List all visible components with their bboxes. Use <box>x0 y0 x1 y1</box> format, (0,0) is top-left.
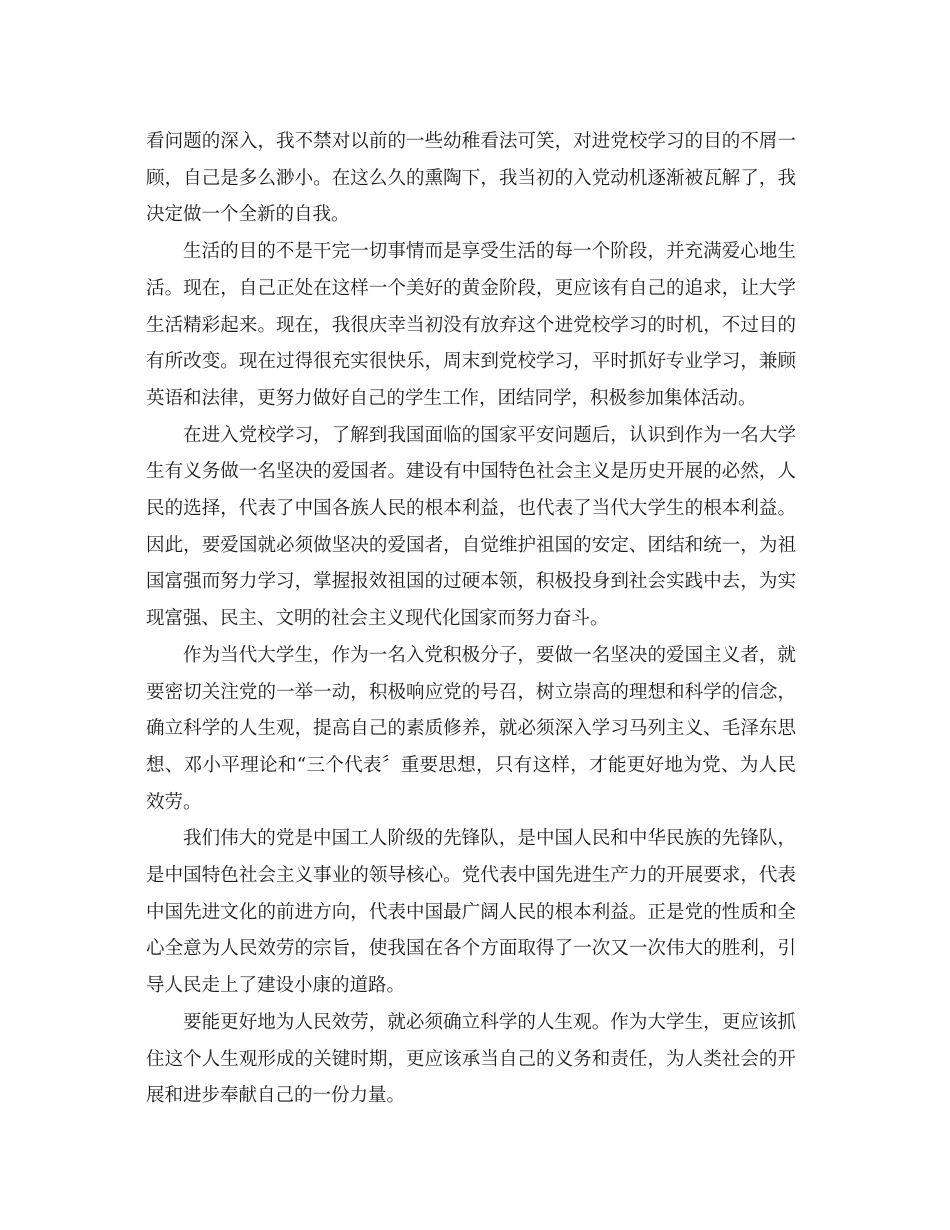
paragraph-2: 生活的目的不是干完一切事情而是享受生活的每一个阶段，并充满爱心地生活。现在，自己正处在这样一个美好的黄金阶段，更应该有自己的追求，让大学生活精彩起来。现在，我很庆幸当初没有放弃这个进党校学习的时机，不过目的有所改变。现在过得很充实很快乐，周末到党校学习，平时抓好专业学习，兼顾英语和法律，更努力做好自己的学生工作，团结同学，积极参加集体活动。 <box>146 241 796 409</box>
document-body <box>146 124 796 1115</box>
paragraph-5: 我们伟大的党是中国工人阶级的先锋队，是中国人民和中华民族的先锋队，是中国特色社会主义事业的领导核心。党代表中国先进生产力的开展要求，代表中国先进文化的前进方向，代表中国最广阔人民的根本利益。正是党的性质和全心全意为人民效劳的宗旨，使我国在各个方面取得了一次又一次伟大的胜利，引导人民走上了建设小康的道路。 <box>146 828 796 997</box>
paragraph-1: 看问题的深入，我不禁对以前的一些幼稚看法可笑，对进党校学习的目的不屑一顾，自己是多么渺小。在这么久的熏陶下，我当初的入党动机逐渐被瓦解了，我决定做一个全新的自我。 <box>146 131 796 226</box>
paragraph-3: 在进入党校学习，了解到我国面临的国家平安问题后，认识到作为一名大学生有义务做一名坚决的爱国者。建设有中国特色社会主义是历史开展的必然，人民的选择，代表了中国各族人民的根本利益，也代表了当代大学生的根本利益。因此，要爱国就必须做坚决的爱国者，自觉维护祖国的安定、团结和统一，为祖国富强而努力学习，掌握报效祖国的过硬本领，积极投身到社会实践中去，为实现富强、民主、文明的社会主义现代化国家而努力奋斗。 <box>146 424 796 630</box>
paragraph-6: 要能更好地为人民效劳，就必须确立科学的人生观。作为大学生，更应该抓住这个人生观形成的关键时期，更应该承当自己的义务和责任，为人类社会的开展和进步奉献自己的一份力量。 <box>146 1011 796 1107</box>
paragraph-4: 作为当代大学生，作为一名入党积极分子，要做一名坚决的爱国主义者，就要密切关注党的一举一动，积极响应党的号召，树立崇高的理想和科学的信念，确立科学的人生观，提高自己的素质修养，就必须深入学习马列主义、毛泽东思想、邓小平理论和“三个代表〞重要思想，只有这样，才能更好地为党、为人民效劳。 <box>146 644 796 813</box>
